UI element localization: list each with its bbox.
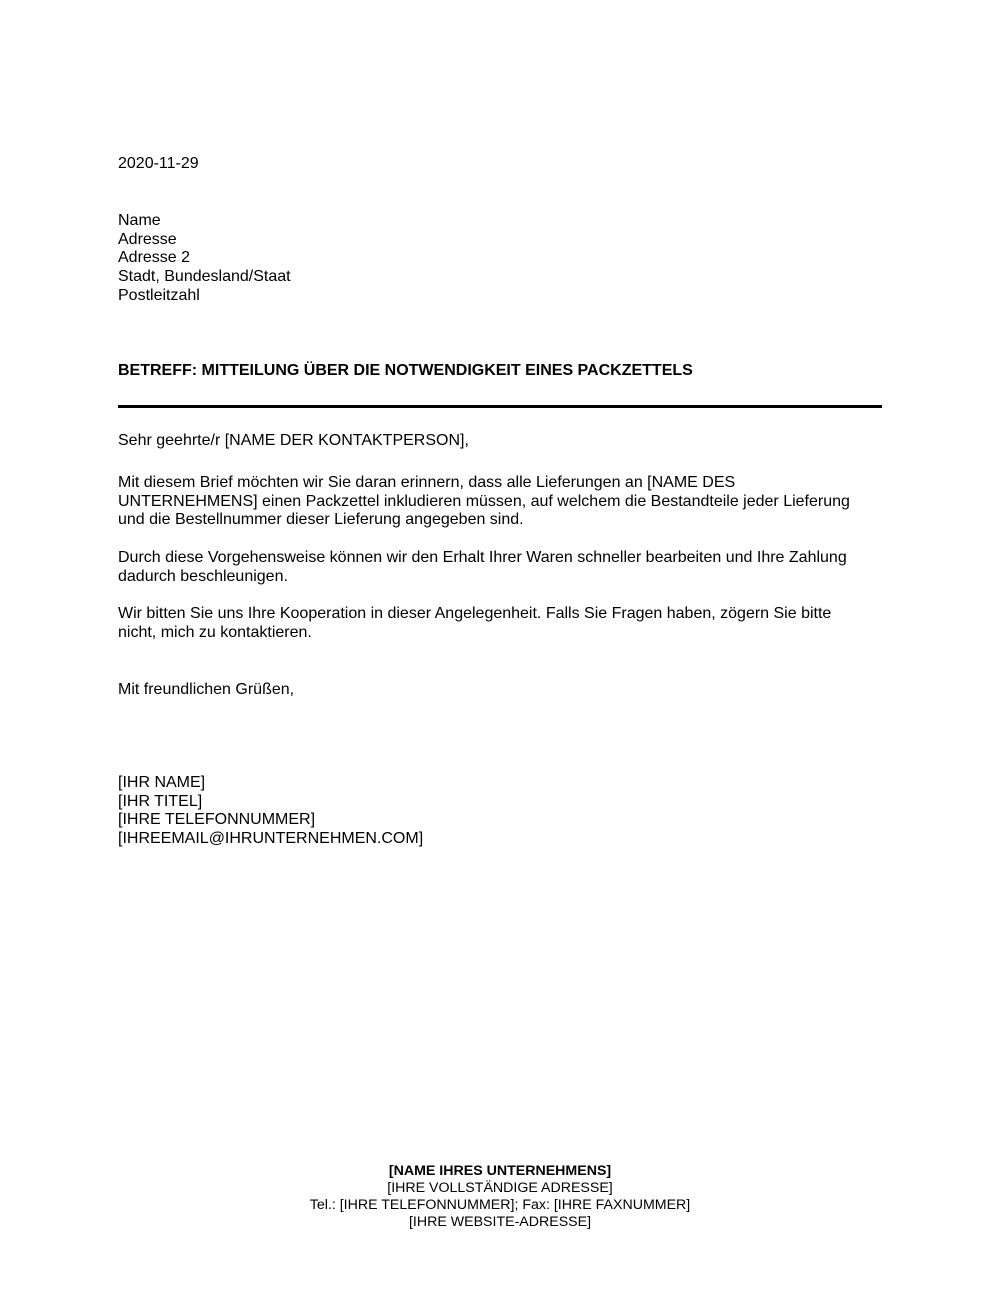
signature-title: [IHR TITEL] — [118, 792, 203, 810]
paragraph-line: und die Bestellnummer dieser Lieferung angegeben sind. — [118, 511, 524, 529]
closing: Mit freundlichen Grüßen, — [118, 681, 295, 698]
recipient-name: Name — [118, 212, 161, 229]
footer-address: [IHRE VOLLSTÄNDIGE ADRESSE] — [387, 1180, 613, 1196]
letter-date: 2020-11-29 — [118, 155, 199, 172]
footer-contact: Tel.: [IHRE TELEFONNUMMER]; Fax: [IHRE FAXNUMMER] — [309, 1197, 691, 1213]
paragraph-line: Wir bitten Sie uns Ihre Kooperation in dieser Angelegenheit. Falls Sie Fragen haben, zögern Sie bitte — [118, 605, 832, 622]
recipient-postal-code: Postleitzahl — [118, 286, 200, 304]
signature-block — [118, 774, 423, 849]
body-paragraph-1 — [118, 474, 850, 530]
footer-company: [NAME IHRES UNTERNEHMENS] — [388, 1163, 612, 1179]
paragraph-line: UNTERNEHMENS] einen Packzettel inkludieren müssen, auf welchem die Bestandteile jeder Lieferung — [118, 492, 850, 510]
paragraph-line: dadurch beschleunigen. — [118, 567, 288, 585]
subject-line: BETREFF: MITTEILUNG ÜBER DIE NOTWENDIGKEIT EINES PACKZETTELS — [118, 362, 693, 379]
paragraph-line: Durch diese Vorgehensweise können wir den Erhalt Ihrer Waren schneller bearbeiten und Ihre Zahlung — [118, 549, 847, 566]
recipient-city-state: Stadt, Bundesland/Staat — [118, 268, 291, 286]
recipient-address-line: Adresse — [118, 230, 177, 248]
paragraph-line: nicht, mich zu kontaktieren. — [118, 623, 312, 641]
footer — [0, 1163, 1000, 1231]
signature-name: [IHR NAME] — [118, 774, 206, 791]
salutation: Sehr geehrte/r [NAME DER KONTAKTPERSON], — [118, 432, 469, 449]
recipient-address-line-2: Adresse 2 — [118, 249, 191, 267]
footer-website: [IHRE WEBSITE-ADRESSE] — [408, 1214, 592, 1230]
body-paragraph-2 — [118, 549, 847, 586]
signature-phone: [IHRE TELEFONNUMMER] — [118, 811, 316, 829]
paragraph-line: Mit diesem Brief möchten wir Sie daran erinnern, dass alle Lieferungen an [NAME DES — [118, 474, 736, 491]
divider-rule — [118, 405, 882, 408]
signature-email: [IHREEMAIL@IHRUNTERNEHMEN.COM] — [118, 830, 424, 848]
body-paragraph-3 — [118, 605, 831, 642]
recipient-address — [118, 212, 291, 306]
